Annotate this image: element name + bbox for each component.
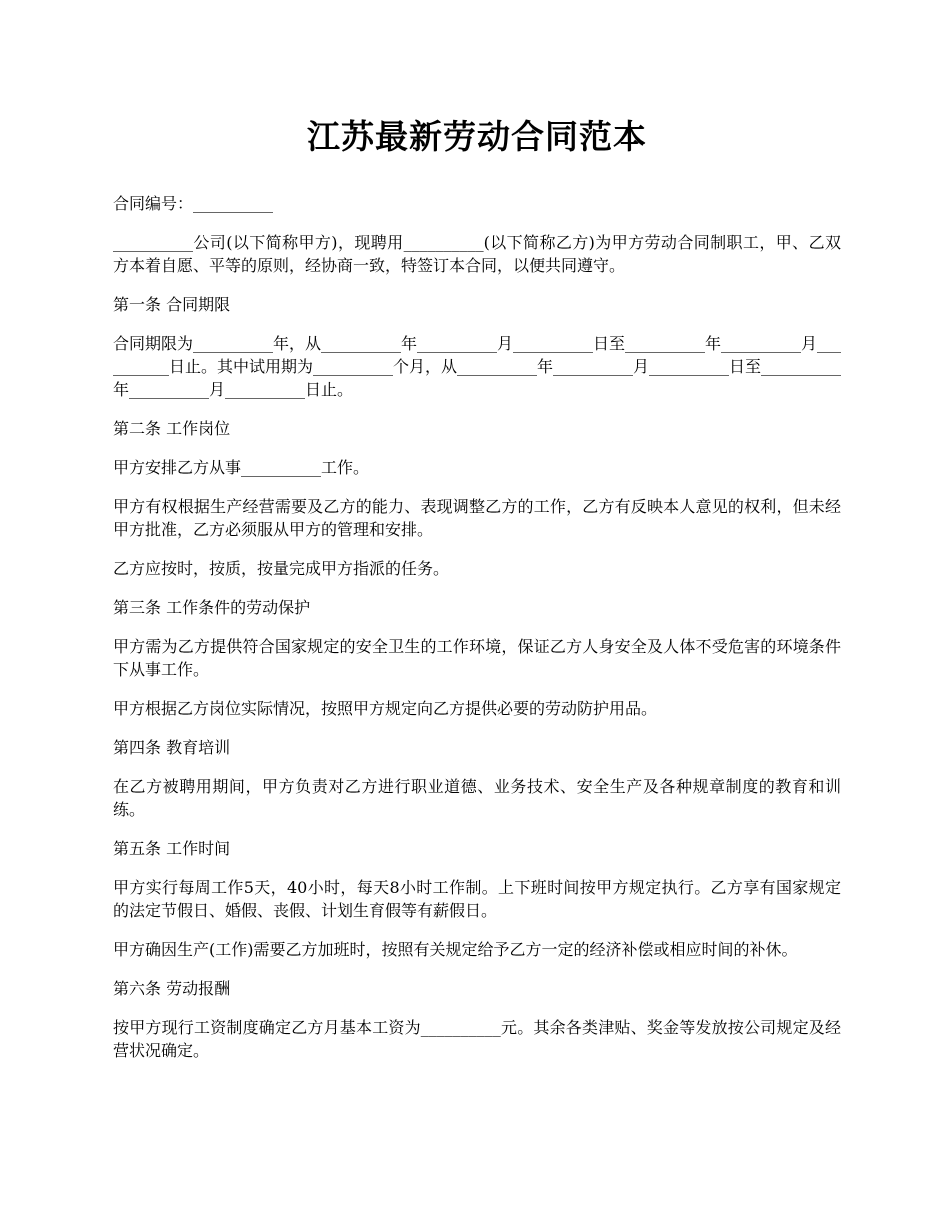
article-4-paragraph-1: 在乙方被聘用期间，甲方负责对乙方进行职业道德、业务技术、安全生产及各种规章制度的教育和训练。	[113, 777, 841, 819]
article-5-heading: 第五条 工作时间	[113, 839, 231, 858]
document-body	[113, 112, 841, 1078]
article-1-heading: 第一条 合同期限	[113, 295, 231, 314]
article-5-paragraph-1: 甲方实行每周工作5天，40小时，每天8小时工作制。上下班时间按甲方规定执行。乙方享有国家规定的法定节假日、婚假、丧假、计划生育假等有薪假日。	[113, 878, 841, 920]
preamble-paragraph: __________公司(以下简称甲方)，现聘用__________(以下简称乙方)为甲方劳动合同制职工，甲、乙双方本着自愿、平等的原则，经协商一致，特签订本合同，以便共同遵守。	[113, 233, 841, 275]
article-3-paragraph-1: 甲方需为乙方提供符合国家规定的安全卫生的工作环境，保证乙方人身安全及人体不受危害的环境条件下从事工作。	[113, 637, 841, 679]
article-2-heading: 第二条 工作岗位	[113, 419, 231, 438]
article-2-paragraph-3: 乙方应按时，按质，按量完成甲方指派的任务。	[113, 559, 450, 578]
article-2-paragraph-2: 甲方有权根据生产经营需要及乙方的能力、表现调整乙方的工作，乙方有反映本人意见的权利，但未经甲方批准，乙方必须服从甲方的管理和安排。	[113, 497, 841, 539]
article-3-heading: 第三条 工作条件的劳动保护	[113, 598, 311, 617]
article-5-paragraph-2: 甲方确因生产(工作)需要乙方加班时，按照有关规定给予乙方一定的经济补偿或相应时间的补休。	[113, 940, 798, 959]
article-1-term-paragraph: 合同期限为__________年，从__________年__________月__________日至__________年__________月__________日止。其中试用期为__________个月，从__________年__________月__________日至__________年__________月__________日止。	[113, 334, 842, 399]
article-6-paragraph-1: 按甲方现行工资制度确定乙方月基本工资为__________元。其余各类津贴、奖金等发放按公司规定及经营状况确定。	[113, 1018, 841, 1060]
article-4-heading: 第四条 教育培训	[113, 738, 231, 757]
document-title: 江苏最新劳动合同范本	[307, 117, 647, 156]
contract-number: 合同编号：__________	[113, 194, 274, 213]
article-3-paragraph-2: 甲方根据乙方岗位实际情况，按照甲方规定向乙方提供必要的劳动防护用品。	[113, 699, 658, 718]
article-2-paragraph-1: 甲方安排乙方从事__________工作。	[113, 458, 370, 477]
article-6-heading: 第六条 劳动报酬	[113, 979, 231, 998]
